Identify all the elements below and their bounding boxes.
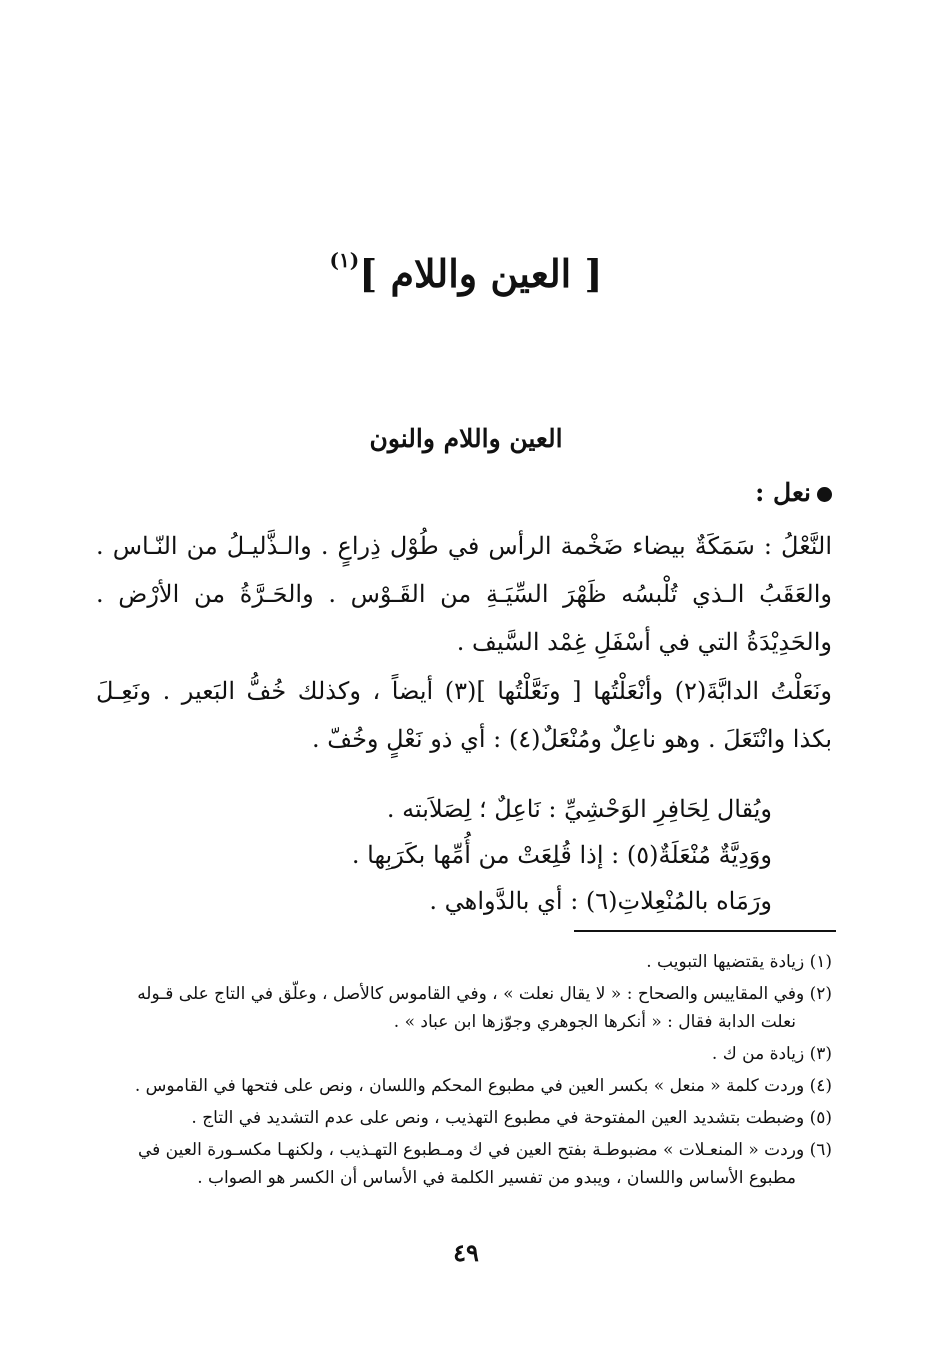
verse-line: ووَدِيَّةٌ مُنْعَلَةٌ(٥) : إذا قُلِعَتْ من أُمِّها بكَرَبِها . bbox=[351, 841, 772, 869]
verse-lines bbox=[352, 786, 772, 924]
footnote-text: (١) زيادة يقتضيها التبويب . bbox=[646, 952, 832, 972]
footnote bbox=[96, 980, 832, 1036]
section-title: العين واللام والنون bbox=[369, 424, 563, 453]
bullet-icon bbox=[817, 487, 832, 502]
footnote-text: (٦) وردت « المنعـلات » مضبوطـة بفتح العين في ك ومـطبوع التهـذيب ، ولكنهـا مكسـورة العين في bbox=[137, 1140, 832, 1160]
footnote bbox=[96, 1072, 832, 1100]
footnote bbox=[96, 1136, 832, 1192]
verse-line: ورَمَاه بالمُنْعِلاتِ(٦) : أي بالدَّواهي . bbox=[429, 887, 772, 915]
footnote-text: (٤) وردت كلمة « منعل » بكسر العين في مطبوع المحكم واللسان ، ونص على فتحها في القاموس . bbox=[134, 1076, 832, 1096]
footnote-divider bbox=[574, 930, 836, 932]
footnote bbox=[96, 1104, 832, 1132]
entry-heading-text: نعل : bbox=[755, 478, 811, 507]
chapter-title-footnote-ref: (١) bbox=[329, 248, 360, 272]
footnote-text: (٣) زيادة من ك . bbox=[711, 1044, 832, 1064]
page-number: ٤٩ bbox=[453, 1238, 479, 1267]
footnote-text: (٥) وضبطت بتشديد العين المفتوحة في مطبوع التهذيب ، ونص على عدم التشديد في التاج . bbox=[191, 1108, 832, 1128]
footnotes bbox=[96, 948, 832, 1196]
chapter-title bbox=[0, 248, 932, 296]
footnote bbox=[96, 1040, 832, 1068]
chapter-title-text: [ العين واللام ] bbox=[359, 251, 603, 296]
paragraph-2: ونَعَلْتُ الدابَّةَ(٢) وأنْعَلْتُها [ ونَعَّلْتُها ](٣) أيضاً ، وكذلك خُفُّ البَعير . ونَعِـلَ بكذا وانْتَعَلَ . وهو ناعِلٌ ومُنْعَلٌ(٤) : أي ذو نَعْلٍ وخُفّ . bbox=[96, 677, 832, 753]
footnote-continuation: مطبوع الأساس واللسان ، ويبدو من تفسير الكلمة في الأساس أن الكسر هو الصواب . bbox=[197, 1168, 796, 1188]
footnote bbox=[96, 948, 832, 976]
footnote-continuation: نعلت الدابة فقال : « أنكرها الجوهري وجوّزها ابن عباد » . bbox=[393, 1012, 796, 1032]
paragraph-1: النَّعْلُ : سَمَكَةٌ بيضاء ضَخْمة الرأس في طُوْل ذِراعٍ . والـذَّليـلُ من النّـاس . والعَقَبُ الـذي تُلْبسُه ظَهْرَ السِّيَـةِ من القَـوْس . والحَـرَّةُ من الأرْض . والحَدِيْدَةُ التي في أسْفَلِ غِمْد السَّيف . bbox=[96, 532, 832, 656]
verse-line: ويُقال لِحَافِرِ الوَحْشِيِّ : نَاعِلٌ ؛ لِصَلاَبته . bbox=[386, 795, 772, 823]
footnote-text: (٢) وفي المقاييس والصحاح : « لا يقال نعلت » ، وفي القاموس كالأصل ، وعلّق في التاج على قـوله bbox=[137, 984, 832, 1004]
entry-heading bbox=[96, 478, 832, 507]
